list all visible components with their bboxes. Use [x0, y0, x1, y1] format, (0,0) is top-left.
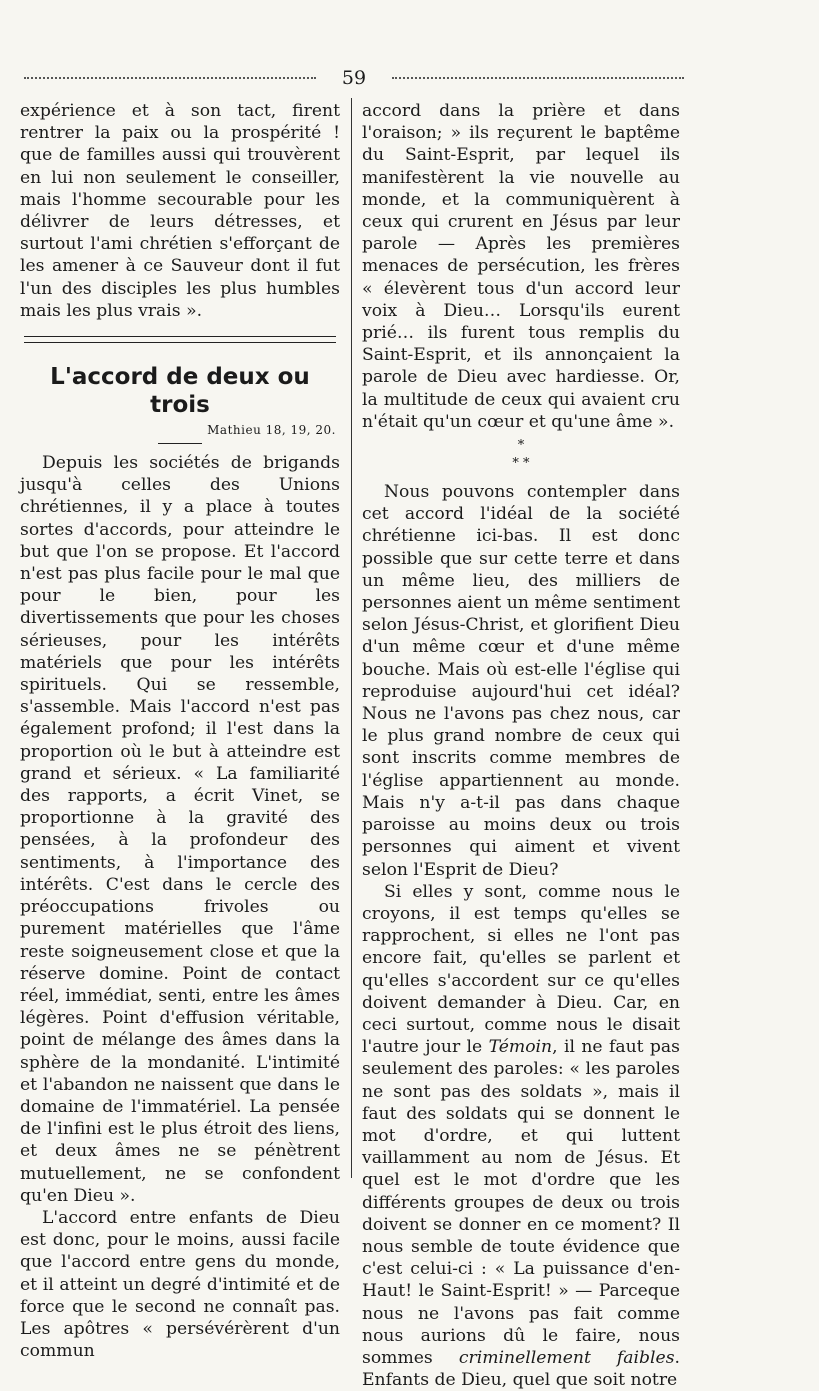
body-paragraph: Depuis les sociétés de brigands jusqu'à celles des Unions chrétiennes, il y a place à toutes sortes d'accords, pour atteindre le but que l'on se propose. Et l'accord n'est pas plus facile pour le mal que pour le bien, pour les divertissements que pour les choses sérieuses, pour les intérêts matériels que pour les intérêts spirituels. Qui se ressemble, s'assemble. Mais l'accord n'est pas également profond; il l'est dans la proportion où le but à atteindre est grand et sérieux. « La familiarité des rapports, a écrit Vinet, se proportionne à la gravité des pensées, à la profondeur des sentiments, à l'importance des intérêts. C'est dans le cercle des préoccupations frivoles ou purement matérielles que l'âme reste soigneusement close et que la réserve domine. Point de contact réel, immédiat, senti, entre les âmes légères. Point d'effusion véritable, point de mélange des âmes dans la sphère de la mondanité. L'intimité et l'abandon ne naissent que dans le domaine de l'immatériel. La pensée de l'infini est le plus étroit des liens, et deux âmes ne se pénètrent mutuellement, ne se confondent qu'en Dieu ». [20, 453, 340, 1206]
continuation-paragraph: expérience et à son tact, firent rentrer la paix ou la prospérité ! que de familles aussi qui trouvèrent en lui non seulement le conseiller, mais l'homme secourable pour les délivrer de leurs détresses, et surtout l'ami chrétien s'efforçant de les amener à ce Sauveur dont il fut l'un des disciples les plus humbles mais les plus vrais ». [20, 101, 340, 321]
text-run: , il ne faut pas seulement des paroles: « les paroles ne sont pas des soldats », mais il faut des soldats qui se donnent le mot d'ordre, et qui luttent vaillamment au nom de Jésus. Et quel est le mot d'ordre que les différents groupes de deux ou trois doivent se donner en ce moment? Il nous semble de toute évidence que c'est celui-ci : « La puissance d'en-Haut! le Saint-Esprit! » — Parceque nous ne l'avons pas fait comme nous aurions dû le faire, nous sommes [362, 1037, 680, 1368]
left-column [20, 100, 340, 1362]
body-paragraph [362, 881, 680, 1391]
header-ornament-right [392, 77, 684, 81]
short-rule [158, 443, 202, 444]
section-title: L'accord de deux ou trois [50, 364, 310, 419]
page-number: 59 [341, 67, 367, 89]
body-paragraph: accord dans la prière et dans l'oraison; » ils reçurent le baptême du Saint-Esprit, par lequel ils manifestèrent la vie nouvelle au monde, et la communiquèrent à ceux qui crurent en Jésus par leur parole — Après les premières menaces de persécution, les frères « élevèrent tous d'un accord leur voix à Dieu… Lorsqu'ils eurent prié… ils furent tous remplis du Saint-Esprit, et ils annonçaient la parole de Dieu avec hardiesse. Or, la multitude de ceux qui avaient cru n'était qu'un cœur et qu'une âme ». [362, 101, 680, 432]
asterism: * * * [512, 438, 530, 472]
italic-text: Témoin [488, 1037, 553, 1058]
text-run: . Enfants de Dieu, quel que soit notre [362, 1347, 680, 1391]
page-header [24, 66, 684, 90]
right-column [362, 100, 680, 1391]
italic-text: criminellement faibles [458, 1347, 675, 1368]
column-divider [351, 98, 352, 1178]
scripture-reference: Mathieu 18, 19, 20. [207, 423, 336, 438]
body-paragraph: L'accord entre enfants de Dieu est donc, pour le moins, aussi facile que l'accord entre gens du monde, et il atteint un degré d'intimité et de force que le second ne connaît pas. Les apôtres « persévérèrent d'un commun [20, 1207, 340, 1362]
section-separator [24, 336, 336, 343]
text-run: Si elles y sont, comme nous le croyons, il est temps qu'elles se rapprochent, si elles ne l'ont pas encore fait, qu'elles se parlent et qu'elles s'accordent sur ce qu'elles doivent demander à Dieu. Car, en ceci surtout, comme nous le disait l'autre jour le [362, 881, 680, 1058]
body-paragraph: Nous pouvons contempler dans cet accord l'idéal de la société chrétienne ici-bas. Il est donc possible que sur cette terre et dans un même lieu, des milliers de personnes aient un même sentiment selon Jésus-Christ, et glorifient Dieu d'un même cœur et d'une même bouche. Mais où est-elle l'église qui reproduise aujourd'hui cet idéal? Nous ne l'avons pas chez nous, car le plus grand nombre de ceux qui sont inscrits comme membres de l'église appartiennent au monde. Mais n'y a-t-il pas dans chaque paroisse au moins deux ou trois personnes qui aiment et vivent selon l'Esprit de Dieu? [362, 482, 680, 880]
